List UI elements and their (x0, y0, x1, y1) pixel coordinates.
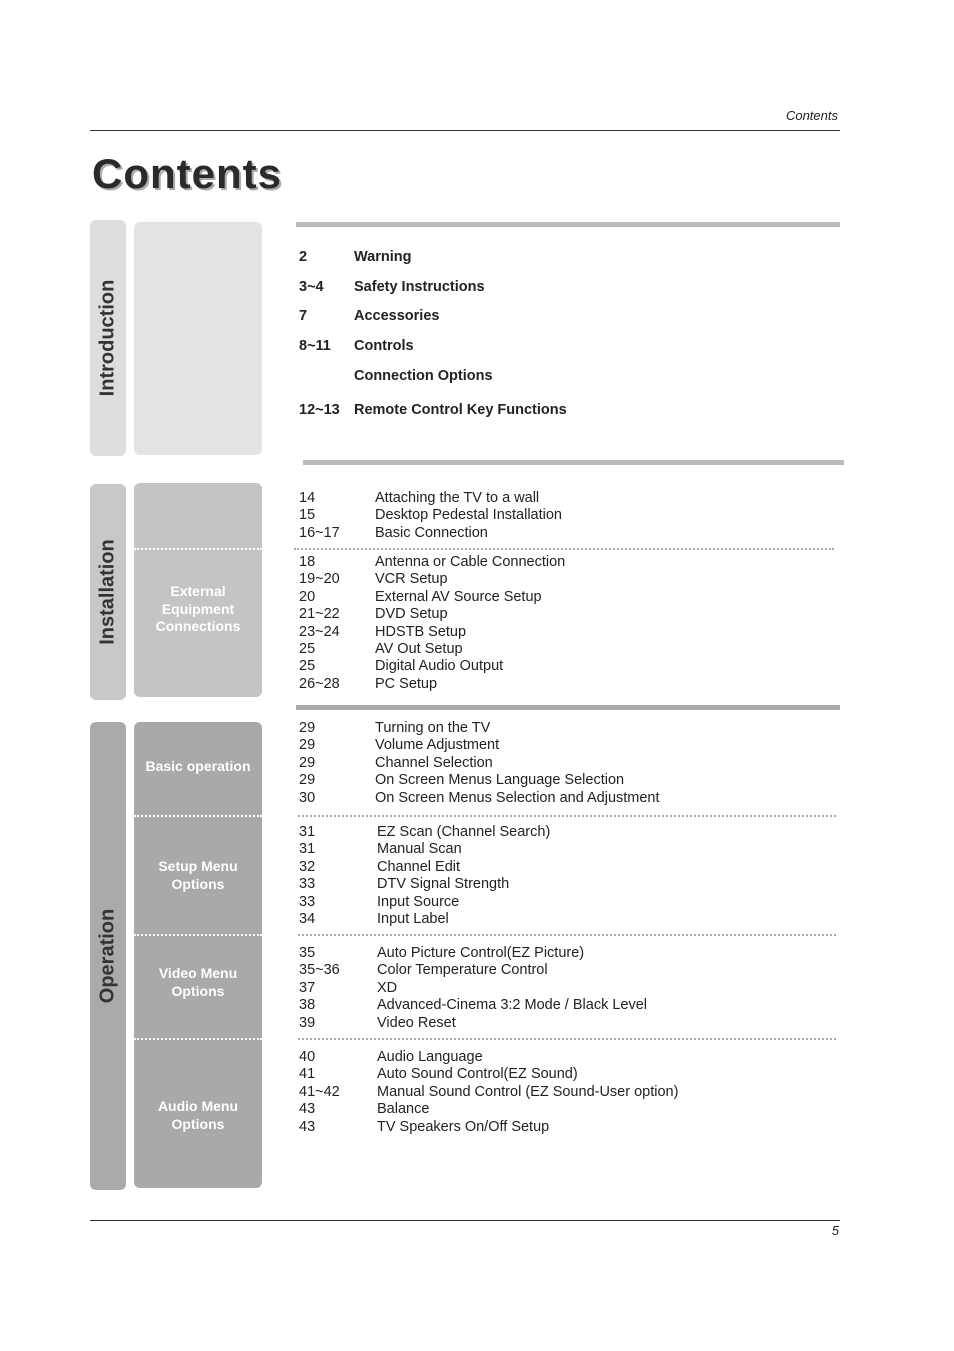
toc-title: Basic Connection (375, 524, 488, 541)
toc-page: 33 (299, 893, 316, 910)
toc-entry[interactable] (299, 841, 550, 858)
page-title: Contents (92, 150, 282, 197)
toc-entry[interactable] (299, 658, 565, 675)
toc-title: TV Speakers On/Off Setup (377, 1118, 550, 1135)
operation-top-bar (296, 705, 840, 710)
toc-page: 39 (299, 1014, 316, 1031)
toc-group-basic (299, 720, 660, 807)
toc-page: 25 (299, 658, 316, 675)
toc-page: 23~24 (299, 623, 340, 640)
toc-entry[interactable] (299, 1101, 678, 1118)
toc-entry[interactable] (299, 490, 562, 507)
toc-entry[interactable] (299, 772, 660, 789)
toc-entry[interactable] (299, 894, 550, 911)
group-divider (298, 815, 836, 817)
toc-entry[interactable] (299, 720, 660, 737)
group-divider (298, 1038, 836, 1040)
toc-title: Auto Sound Control(EZ Sound) (377, 1066, 578, 1083)
toc-entry[interactable] (299, 859, 550, 876)
tab-introduction (90, 220, 126, 456)
toc-title: Balance (377, 1101, 430, 1118)
toc-page: 30 (299, 789, 316, 806)
toc-page: 38 (299, 997, 316, 1014)
toc-title: Controls (354, 338, 414, 354)
toc-page: 29 (299, 737, 316, 754)
toc-title: Channel Edit (377, 858, 461, 875)
toc-title: Video Reset (377, 1014, 456, 1031)
toc-title: Turning on the TV (375, 720, 491, 736)
toc-page: 8~11 (299, 338, 331, 354)
toc-entry[interactable] (299, 911, 550, 928)
toc-page: 35~36 (299, 962, 340, 979)
toc-title: DTV Signal Strength (377, 876, 510, 893)
subpanel-label-setup: Setup Menu Options (158, 858, 238, 892)
installation-top-bar (303, 460, 844, 465)
page-number: 5 (831, 1223, 839, 1238)
toc-group-video (299, 945, 647, 1032)
toc-title: DVD Setup (375, 606, 448, 623)
toc-page: 37 (299, 979, 316, 996)
toc-title: Input Source (377, 893, 460, 910)
running-header: Contents (785, 108, 838, 123)
tab-installation-label: Installation (96, 539, 119, 645)
subpanel-divider (134, 815, 262, 817)
toc-page: 29 (299, 754, 316, 771)
toc-page: 31 (299, 841, 316, 858)
toc-page: 3~4 (299, 279, 324, 295)
toc-page: 25 (299, 641, 316, 658)
toc-page: 7 (299, 308, 308, 324)
toc-title: Safety Instructions (354, 279, 485, 295)
toc-title: Input Label (377, 911, 449, 928)
toc-page: 35 (299, 945, 316, 961)
toc-entry[interactable] (299, 1015, 647, 1032)
toc-title: Color Temperature Control (377, 962, 548, 979)
toc-page: 41 (299, 1066, 316, 1083)
toc-page: 26~28 (299, 675, 340, 692)
toc-page: 15 (299, 507, 316, 524)
toc-entry[interactable] (299, 676, 565, 693)
toc-title: Remote Control Key Functions (354, 402, 567, 418)
group-divider (294, 548, 834, 550)
toc-page: 40 (299, 1049, 316, 1065)
toc-entry[interactable] (299, 824, 550, 841)
toc-page: 34 (299, 911, 316, 928)
toc-entry[interactable] (299, 1084, 678, 1101)
toc-title: On Screen Menus Language Selection (375, 772, 625, 789)
toc-title: XD (377, 979, 398, 996)
toc-entry[interactable] (299, 571, 565, 588)
toc-title: VCR Setup (375, 571, 448, 588)
toc-title: Manual Sound Control (EZ Sound-User option) (377, 1083, 679, 1100)
toc-title: Accessories (354, 308, 440, 324)
toc-title: Auto Picture Control(EZ Picture) (377, 945, 585, 961)
toc-entry[interactable] (299, 338, 414, 354)
subpanel-label-basic: Basic operation (145, 758, 251, 774)
toc-entry[interactable] (299, 737, 660, 754)
toc-entry[interactable] (299, 249, 412, 265)
toc-entry[interactable] (299, 1119, 678, 1136)
toc-group-installation-1 (299, 490, 562, 542)
subpanel-divider (134, 548, 262, 550)
toc-page: 14 (299, 490, 316, 506)
toc-page: 2 (299, 249, 308, 265)
toc-title: External AV Source Setup (375, 588, 542, 605)
toc-entry[interactable] (299, 589, 565, 606)
toc-page: 21~22 (299, 606, 340, 623)
toc-entry[interactable] (299, 980, 647, 997)
toc-title: Manual Scan (377, 841, 462, 858)
toc-title: Channel Selection (375, 754, 493, 771)
toc-title: Volume Adjustment (375, 737, 500, 754)
toc-title: Attaching the TV to a wall (375, 490, 540, 506)
toc-entry[interactable] (299, 606, 565, 623)
toc-page: 31 (299, 824, 316, 840)
toc-title: PC Setup (375, 675, 438, 692)
toc-entry[interactable] (299, 402, 567, 418)
toc-group-audio (299, 1049, 678, 1136)
toc-entry[interactable] (299, 876, 550, 893)
toc-entry[interactable] (299, 507, 562, 524)
toc-entry[interactable] (299, 641, 565, 658)
toc-entry[interactable] (299, 525, 562, 542)
footer-rule (90, 1220, 840, 1221)
toc-title: EZ Scan (Channel Search) (377, 824, 551, 840)
tab-installation (90, 484, 126, 700)
toc-page: 29 (299, 720, 316, 736)
group-divider (298, 934, 836, 936)
toc-title: Antenna or Cable Connection (375, 554, 566, 570)
toc-entry[interactable] (299, 554, 565, 571)
toc-entry[interactable] (299, 945, 647, 962)
subpanel-divider (134, 1038, 262, 1040)
toc-entry[interactable] (299, 1066, 678, 1083)
toc-title: Desktop Pedestal Installation (375, 507, 562, 524)
toc-title: On Screen Menus Selection and Adjustment (375, 789, 660, 806)
tab-operation (90, 722, 126, 1190)
introduction-top-bar (296, 222, 840, 227)
toc-group-setup (299, 824, 550, 928)
toc-entry[interactable] (299, 279, 485, 295)
subpanel-divider (134, 934, 262, 936)
header-rule (90, 130, 840, 131)
toc-page: 18 (299, 554, 316, 570)
toc-page: 16~17 (299, 524, 340, 541)
toc-title: Digital Audio Output (375, 658, 504, 675)
toc-title: Connection Options (354, 368, 493, 384)
toc-page: 43 (299, 1101, 316, 1118)
toc-page: 20 (299, 588, 316, 605)
toc-page: 32 (299, 858, 316, 875)
toc-title: HDSTB Setup (375, 623, 467, 640)
toc-entry[interactable] (299, 755, 660, 772)
toc-group-installation-2 (299, 554, 565, 693)
tab-introduction-label: Introduction (96, 279, 119, 397)
toc-title: Audio Language (377, 1049, 483, 1065)
toc-page: 19~20 (299, 571, 340, 588)
toc-entry[interactable] (299, 790, 660, 807)
toc-page: 12~13 (299, 402, 340, 418)
toc-page: 33 (299, 876, 316, 893)
subpanel-label-external: External Equipment Connections (155, 583, 241, 634)
toc-entry[interactable] (299, 962, 647, 979)
toc-entry[interactable] (299, 1049, 678, 1066)
introduction-subpanel (134, 222, 262, 455)
toc-entry[interactable] (299, 997, 647, 1014)
tab-operation-label: Operation (96, 908, 119, 1004)
toc-title: AV Out Setup (375, 641, 463, 658)
toc-title: Advanced-Cinema 3:2 Mode / Black Level (377, 997, 648, 1014)
toc-page: 43 (299, 1118, 316, 1135)
toc-page: 41~42 (299, 1083, 340, 1100)
toc-entry[interactable] (299, 308, 440, 324)
toc-page: 29 (299, 772, 316, 789)
subpanel-label-audio: Audio Menu Options (157, 1098, 239, 1132)
toc-entry[interactable] (299, 624, 565, 641)
subpanel-label-video: Video Menu Options (158, 965, 238, 999)
toc-title: Warning (354, 249, 412, 265)
